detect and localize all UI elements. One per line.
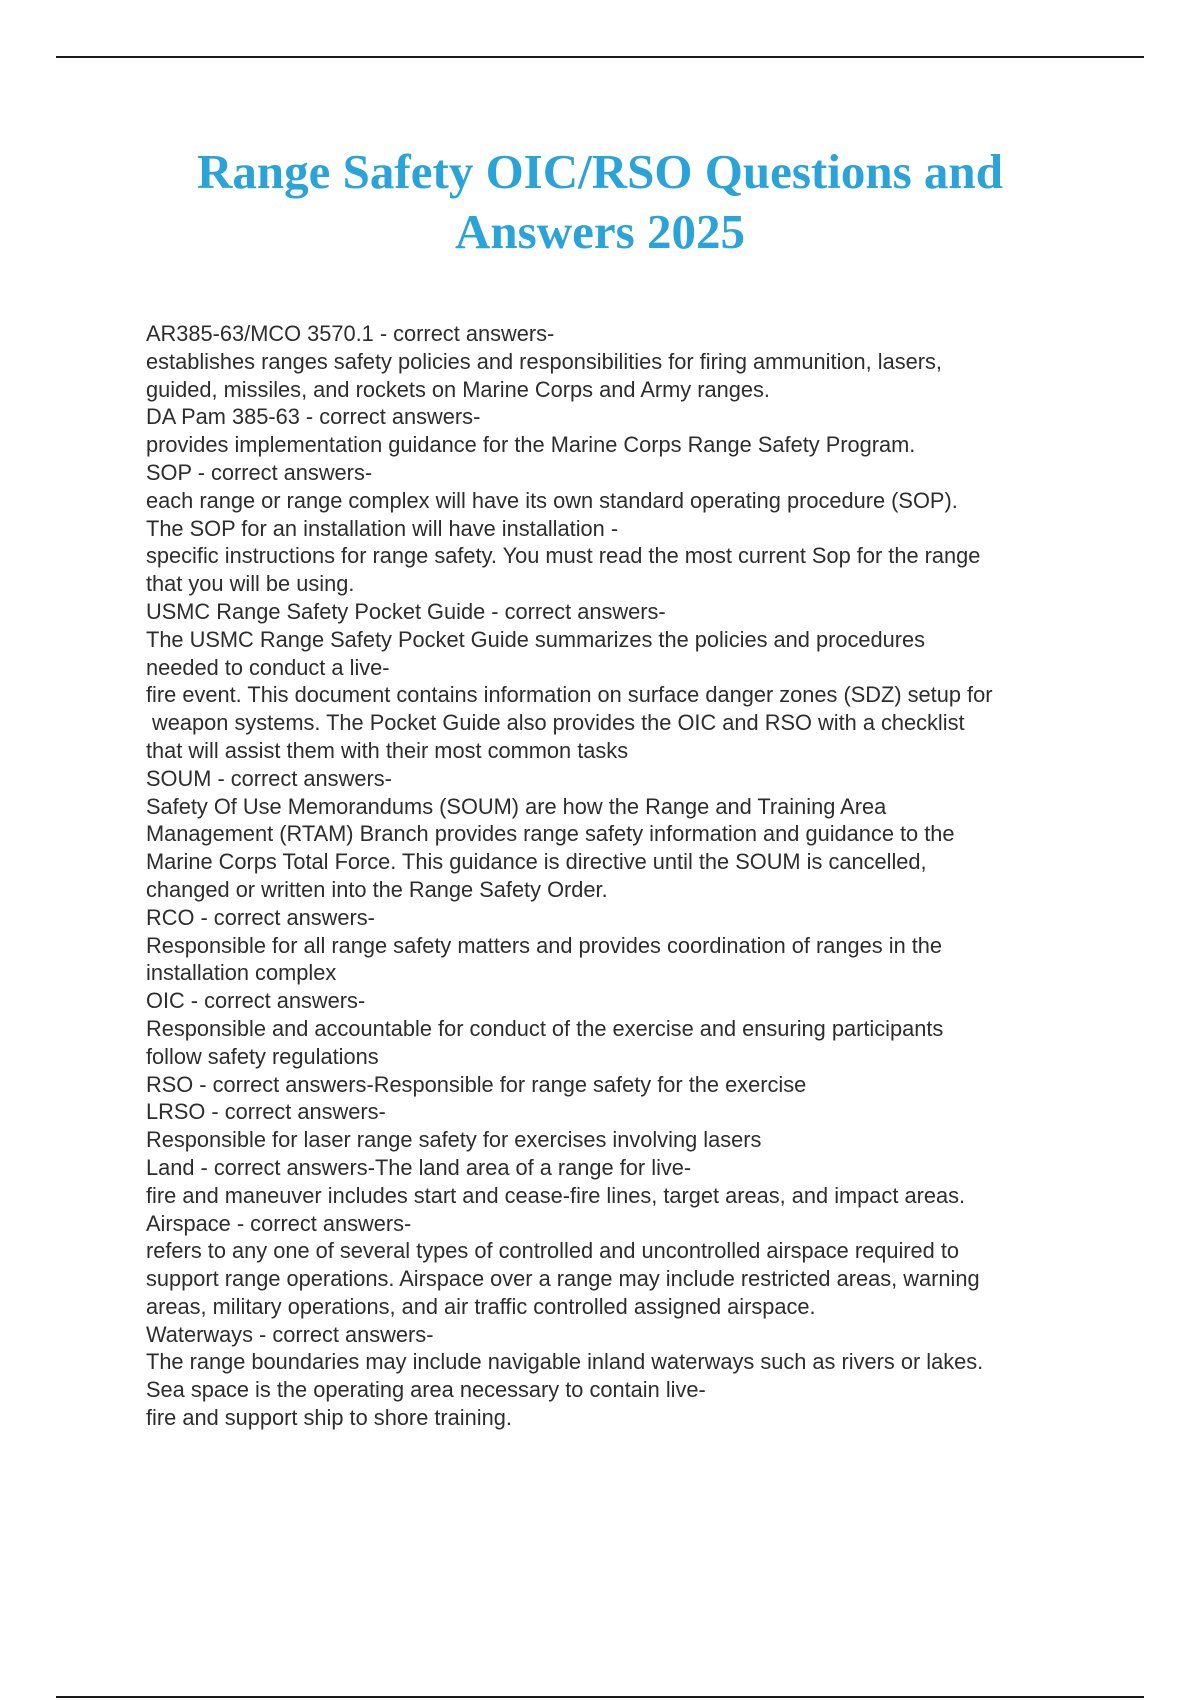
text-line: USMC Range Safety Pocket Guide - correct answers- (146, 598, 666, 624)
title-line-2: Answers 2025 (455, 204, 745, 259)
text-line: DA Pam 385-63 - correct answers- (146, 404, 481, 430)
text-line: establishes ranges safety policies and responsibilities for firing ammunition, lasers, (146, 348, 942, 374)
title-line-1: Range Safety OIC/RSO Questions and (197, 144, 1003, 199)
text-line: needed to conduct a live- (146, 654, 390, 680)
text-line: Waterways - correct answers- (146, 1321, 434, 1347)
text-line: installation complex (146, 960, 337, 986)
text-line: SOP - correct answers- (146, 459, 373, 485)
text-line: OIC - correct answers- (146, 988, 366, 1014)
text-line: AR385-63/MCO 3570.1 - correct answers- (146, 321, 555, 346)
text-line: specific instructions for range safety. You must read the most current Sop for the range (146, 543, 981, 569)
text-line: LRSO - correct answers- (146, 1099, 386, 1125)
top-divider (56, 56, 1144, 58)
text-line: guided, missiles, and rockets on Marine Corps and Army ranges. (146, 376, 770, 402)
text-line: RSO - correct answers-Responsible for range safety for the exercise (146, 1071, 807, 1097)
bottom-divider (56, 1696, 1144, 1698)
text-line: Marine Corps Total Force. This guidance is directive until the SOUM is cancelled, (146, 849, 927, 875)
document-title (100, 142, 1100, 262)
text-line: provides implementation guidance for the Marine Corps Range Safety Program. (146, 432, 916, 458)
text-line: Responsible and accountable for conduct of the exercise and ensuring participants (146, 1015, 944, 1041)
text-line: Management (RTAM) Branch provides range safety information and guidance to the (146, 821, 955, 847)
text-line: RCO - correct answers- (146, 904, 375, 930)
text-line: that will assist them with their most common tasks (146, 737, 629, 763)
text-line: Safety Of Use Memorandums (SOUM) are how the Range and Training Area (146, 793, 887, 819)
text-line: fire and maneuver includes start and cease-fire lines, target areas, and impact areas. (146, 1182, 966, 1208)
text-line: Sea space is the operating area necessary to contain live- (146, 1377, 706, 1403)
text-line: fire and support ship to shore training. (146, 1405, 512, 1431)
text-line: The USMC Range Safety Pocket Guide summarizes the policies and procedures (146, 626, 926, 652)
text-line: weapon systems. The Pocket Guide also provides the OIC and RSO with a checklist (146, 710, 965, 736)
text-line: Responsible for all range safety matters and provides coordination of ranges in the (146, 932, 943, 958)
text-line: changed or written into the Range Safety Order. (146, 876, 608, 902)
text-line: areas, military operations, and air traffic controlled assigned airspace. (146, 1293, 816, 1319)
text-line: support range operations. Airspace over a range may include restricted areas, warning (146, 1266, 980, 1292)
text-line: that you will be using. (146, 571, 355, 597)
text-line: fire event. This document contains information on surface danger zones (SDZ) setup for (146, 682, 993, 708)
text-line: The SOP for an installation will have installation - (146, 515, 619, 541)
text-line: SOUM - correct answers- (146, 765, 392, 791)
text-line: refers to any one of several types of controlled and uncontrolled airspace required to (146, 1238, 960, 1264)
text-line: Land - correct answers-The land area of a range for live- (146, 1154, 692, 1180)
text-line: follow safety regulations (146, 1043, 379, 1069)
text-line: each range or range complex will have its own standard operating procedure (SOP). (146, 487, 958, 513)
text-line: Responsible for laser range safety for exercises involving lasers (146, 1127, 762, 1153)
text-line: Airspace - correct answers- (146, 1210, 412, 1236)
document-body (146, 320, 1106, 1432)
text-line: The range boundaries may include navigable inland waterways such as rivers or lakes. (146, 1349, 984, 1375)
